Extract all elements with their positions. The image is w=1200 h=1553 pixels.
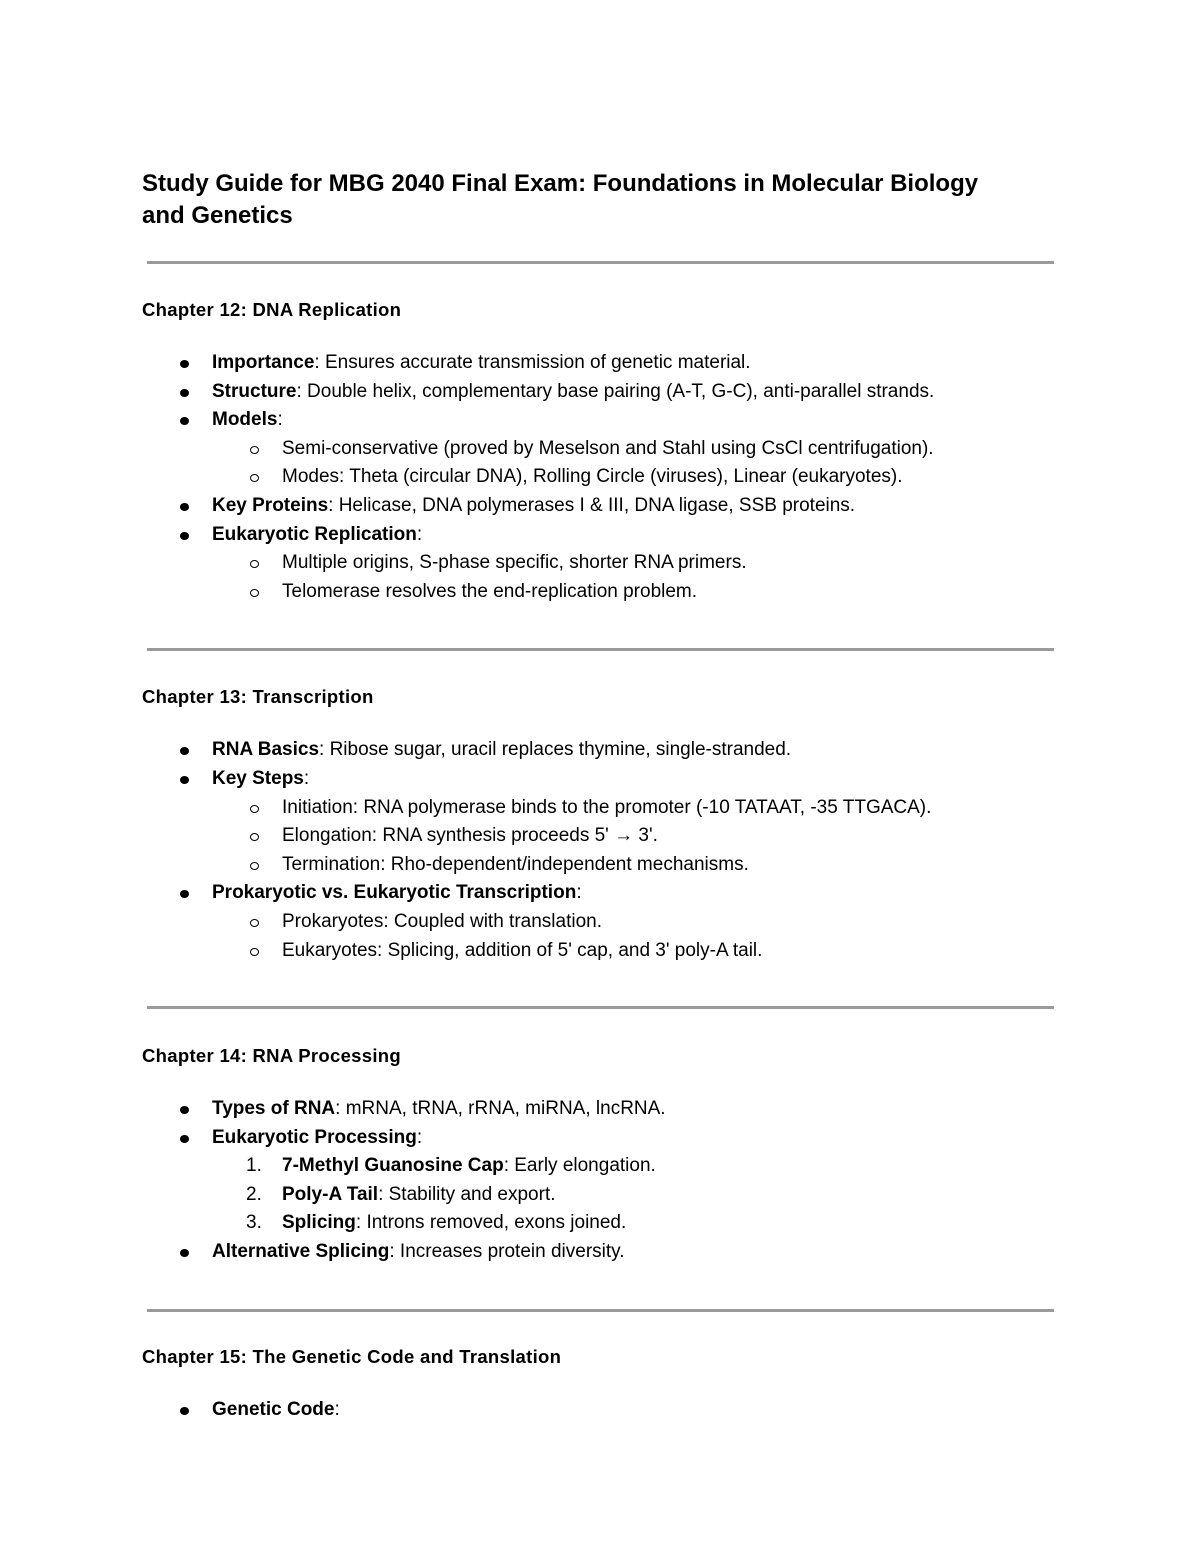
bullet-circle-icon (250, 589, 259, 597)
list-item-text: : (576, 882, 582, 904)
list-item-text: : (334, 1398, 340, 1420)
list-item (142, 349, 1054, 378)
horizontal-divider (147, 1006, 1054, 1009)
bullet-list (142, 1396, 1054, 1425)
list-item-text: : Increases protein diversity. (389, 1241, 625, 1263)
list-item-term: Genetic Code (212, 1398, 335, 1420)
list-item-term: Eukaryotic Processing (212, 1126, 417, 1148)
list-item-text: : (277, 409, 283, 431)
bullet-disc-icon (180, 1407, 189, 1415)
horizontal-divider (147, 261, 1054, 264)
sub-list-item-text: Initiation: RNA polymerase binds to the promoter (-10 TATAAT, -35 TTGACA). (282, 796, 932, 818)
chapter-heading: Chapter 13: Transcription (142, 686, 374, 708)
sub-list-item (142, 851, 1054, 880)
bullet-disc-icon (180, 360, 189, 368)
horizontal-divider (147, 1309, 1054, 1312)
sub-list-item (142, 794, 1054, 823)
bullet-disc-icon (180, 747, 189, 755)
list-item (142, 1095, 1054, 1124)
numbered-list-item (142, 1152, 1054, 1181)
list-number: 3. (246, 1212, 262, 1234)
chapter-heading: Chapter 15: The Genetic Code and Translation (142, 1345, 562, 1367)
list-item-term: Types of RNA (212, 1098, 336, 1120)
list-item-text: : Double helix, complementary base pairing (A-T, G-C), anti-parallel strands. (296, 380, 935, 402)
document-page (142, 168, 1054, 1424)
bullet-circle-icon (250, 446, 259, 454)
chapter-14-section (142, 1044, 1054, 1267)
list-item-term: Importance (212, 352, 315, 373)
numbered-list-item (142, 1209, 1054, 1238)
bullet-circle-icon (250, 862, 259, 870)
sub-list-item (142, 908, 1054, 937)
list-item (142, 406, 1054, 435)
sub-list-item (142, 937, 1054, 966)
list-item-text: : (416, 1126, 423, 1148)
bullet-disc-icon (180, 1135, 189, 1143)
sub-list-item-text: Multiple origins, S-phase specific, shorter RNA primers. (282, 552, 747, 574)
list-item (142, 521, 1054, 550)
list-item-text: : mRNA, tRNA, rRNA, miRNA, lncRNA. (335, 1098, 666, 1120)
bullet-list (142, 349, 1054, 606)
list-item (142, 1396, 1054, 1425)
document-title (142, 168, 1054, 232)
bullet-disc-icon (180, 1249, 189, 1257)
bullet-circle-icon (250, 474, 259, 482)
bullet-circle-icon (250, 948, 259, 956)
bullet-disc-icon (180, 532, 189, 540)
list-item (142, 1124, 1054, 1153)
sub-list-item (142, 578, 1054, 607)
list-item-term: Key Steps (212, 767, 304, 789)
sub-list-item-text: Telomerase resolves the end-replication problem. (282, 580, 698, 602)
chapter-15-section (142, 1345, 1054, 1425)
list-number: 1. (246, 1155, 262, 1177)
sub-list-item-text: Semi-conservative (proved by Meselson and Stahl using CsCl centrifugation). (282, 437, 934, 459)
sub-list-item (142, 822, 1054, 851)
list-item (142, 736, 1054, 765)
list-item-term: Poly-A Tail (282, 1183, 379, 1205)
bullet-disc-icon (180, 1106, 189, 1114)
chapter-13-section (142, 685, 1054, 965)
title-line-2: and Genetics (142, 202, 293, 229)
sub-list-item-text: Eukaryotes: Splicing, addition of 5' cap, and 3' poly-A tail. (282, 939, 763, 961)
bullet-list (142, 1095, 1054, 1267)
bullet-circle-icon (250, 833, 259, 841)
list-item-text: : Ensures accurate transmission of genetic material. (314, 352, 751, 373)
bullet-circle-icon (250, 560, 259, 568)
list-item-text: : (416, 523, 423, 545)
list-item-text: : Helicase, DNA polymerases I & III, DNA ligase, SSB proteins. (328, 494, 856, 516)
list-item-term: RNA Basics (212, 739, 320, 761)
horizontal-divider (147, 648, 1054, 651)
bullet-disc-icon (180, 503, 189, 511)
list-item-term: Structure (212, 380, 297, 402)
bullet-circle-icon (250, 805, 259, 813)
list-item-text: : Stability and export. (378, 1183, 556, 1205)
title-line-1: Study Guide for MBG 2040 Final Exam: Foundations in Molecular Biology (142, 170, 979, 197)
list-item (142, 765, 1054, 794)
bullet-disc-icon (180, 890, 189, 898)
chapter-heading: Chapter 12: DNA Replication (142, 299, 402, 320)
chapter-12-section (142, 298, 1054, 606)
list-item-term: Key Proteins (212, 494, 329, 516)
list-item-text: : Ribose sugar, uracil replaces thymine, single-stranded. (319, 739, 792, 761)
sub-list-item (142, 463, 1054, 492)
sub-list-item (142, 435, 1054, 464)
bullet-circle-icon (250, 919, 259, 927)
list-item (142, 879, 1054, 908)
bullet-disc-icon (180, 389, 189, 397)
bullet-list (142, 736, 1054, 965)
list-item-term: Models (212, 409, 278, 431)
list-item-term: 7-Methyl Guanosine Cap (282, 1155, 504, 1177)
list-item-term: Eukaryotic Replication (212, 523, 417, 545)
sub-list-item (142, 549, 1054, 578)
sub-list-item-text: Modes: Theta (circular DNA), Rolling Circle (viruses), Linear (eukaryotes). (282, 466, 903, 488)
list-item (142, 1238, 1054, 1267)
sub-list-item-text: Elongation: RNA synthesis proceeds 5' → 3'. (282, 825, 658, 847)
list-item-text: : (303, 767, 310, 789)
list-item-term: Alternative Splicing (212, 1241, 390, 1263)
sub-list-item-text: Termination: Rho-dependent/independent mechanisms. (282, 853, 749, 875)
list-item-term: Splicing (282, 1212, 356, 1234)
sub-list-item-text: Prokaryotes: Coupled with translation. (282, 910, 602, 932)
numbered-list-item (142, 1181, 1054, 1210)
list-item (142, 492, 1054, 521)
chapter-heading: Chapter 14: RNA Processing (142, 1045, 401, 1067)
list-item-term: Prokaryotic vs. Eukaryotic Transcription (212, 882, 577, 904)
list-item-text: : Early elongation. (503, 1155, 656, 1177)
list-item (142, 378, 1054, 407)
bullet-disc-icon (180, 776, 189, 784)
list-number: 2. (246, 1183, 262, 1205)
bullet-disc-icon (180, 417, 189, 425)
list-item-text: : Introns removed, exons joined. (355, 1212, 627, 1234)
